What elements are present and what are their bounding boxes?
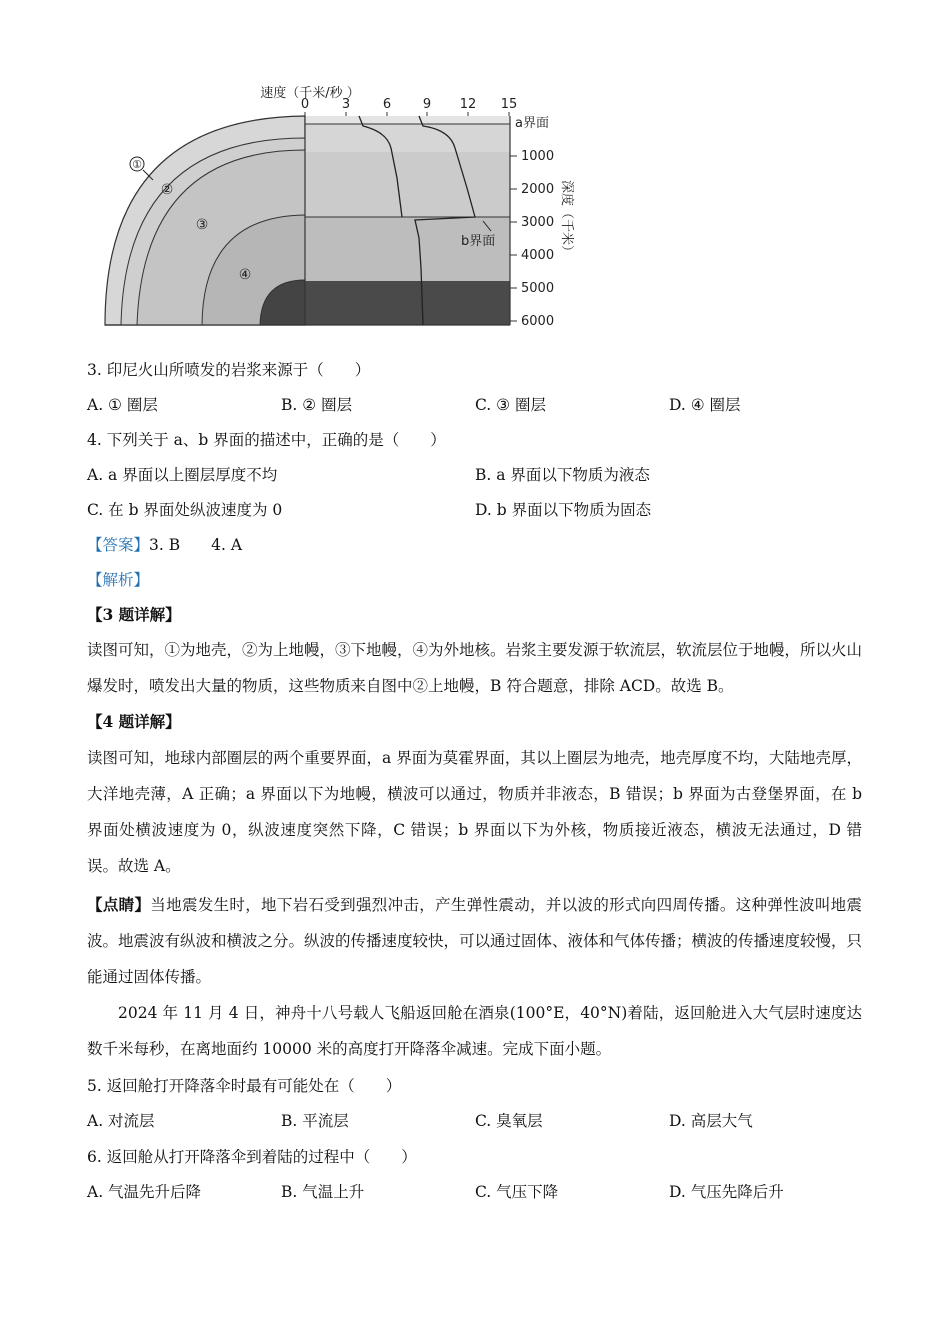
earth-interior-figure	[95, 85, 574, 342]
q6-option-a[interactable]: A. 气温先升后降	[87, 1183, 202, 1201]
depth-tick: 3000	[521, 215, 555, 230]
answer-text: 3. B 4. A	[149, 536, 243, 554]
layer-label: ①	[132, 158, 142, 171]
outer-core-band	[305, 217, 510, 281]
depth-axis-title: 深度（千米）	[559, 180, 574, 259]
upper-mantle-band	[305, 124, 510, 152]
depth-tick: 4000	[521, 248, 555, 263]
q3-stem: 3. 印尼火山所喷发的岩浆来源于（ ）	[87, 361, 371, 379]
analysis-tag: 【解析】	[87, 571, 150, 589]
tip-paragraph	[87, 887, 862, 995]
q3-option-c[interactable]: C. ③ 圈层	[475, 396, 546, 414]
speed-tick: 3	[341, 97, 351, 112]
q6-option-b[interactable]: B. 气温上升	[281, 1183, 365, 1201]
q3-option-a[interactable]: A. ① 圈层	[87, 396, 158, 414]
layer-label: ③	[195, 217, 209, 233]
layer-label: ④	[238, 267, 252, 283]
speed-tick: 0	[300, 97, 310, 112]
q4-option-c[interactable]: C. 在 b 界面处纵波速度为 0	[87, 501, 283, 519]
depth-tick: 6000	[521, 314, 555, 329]
q5-option-d[interactable]: D. 高层大气	[669, 1112, 753, 1130]
q4-option-b[interactable]: B. a 界面以下物质为液态	[475, 466, 650, 484]
detail4-text: 读图可知，地球内部圈层的两个重要界面，a 界面为莫霍界面，其以上圈层为地壳，地壳厚度不均，大陆地壳厚，大洋地壳薄，A 正确；a 界面以下为地幔，横波可以通过，物质并非液态，B 错误；b 界面为古登堡界面，在 b 界面处横波速度为 0，纵波速度突然下降，C 错误；b 界面以下为外核，物质接近液态，横波无法通过，D 错误。故选 A。	[87, 749, 862, 875]
q5-stem: 5. 返回舱打开降落伞时最有可能处在（ ）	[87, 1077, 402, 1095]
q6-option-d[interactable]: D. 气压先降后升	[669, 1183, 784, 1201]
analysis-line	[87, 570, 149, 590]
q6-option-c[interactable]: C. 气压下降	[475, 1183, 559, 1201]
crust-band	[305, 116, 510, 124]
depth-tick: 2000	[521, 182, 555, 197]
tip-tag: 【点睛】	[87, 895, 151, 914]
material-text: 2024 年 11 月 4 日，神舟十八号载人飞船返回舱在酒泉(100°E，40°N)着陆，返回舱进入大气层时速度达数千米每秒，在离地面约 10000 米的高度打开降落伞减速。完成下面小题。	[87, 1004, 862, 1058]
b-interface-label: b界面	[461, 234, 496, 249]
speed-axis-title: 速度（千米/秒 ）	[260, 85, 360, 101]
a-interface-label: a界面	[515, 116, 549, 131]
inner-core-band	[305, 281, 510, 325]
q4-option-d[interactable]: D. b 界面以下物质为固态	[475, 501, 652, 519]
speed-tick: 9	[422, 97, 432, 112]
q4-option-a[interactable]: A. a 界面以上圈层厚度不均	[87, 466, 278, 484]
detail3-text: 读图可知，①为地壳，②为上地幔，③下地幔，④为外地核。岩浆主要发源于软流层，软流层位于地幔，所以火山爆发时，喷发出大量的物质，这些物质来自图中②上地幔，B 符合题意，排除 ACD。故选 B。	[87, 641, 863, 695]
speed-tick: 12	[459, 97, 477, 112]
detail3-tag: 【3 题详解】	[87, 605, 181, 624]
depth-tick: 5000	[521, 281, 555, 296]
detail4-tag: 【4 题详解】	[87, 712, 181, 731]
q5-option-c[interactable]: C. 臭氧层	[475, 1112, 543, 1130]
earth-interior-diagram	[95, 85, 574, 338]
tip-text: 当地震发生时，地下岩石受到强烈冲击，产生弹性震动，并以波的形式向四周传播。这种弹性波叫地震波。地震波有纵波和横波之分。纵波的传播速度较快，可以通过固体、液体和气体传播；横波的传播速度较慢，只能通过固体传播。	[87, 896, 863, 986]
speed-tick: 15	[500, 97, 518, 112]
depth-tick: 1000	[521, 149, 555, 164]
lower-mantle-band	[305, 152, 510, 217]
q4-stem: 4. 下列关于 a、b 界面的描述中，正确的是（ ）	[87, 431, 446, 449]
q3-option-d[interactable]: D. ④ 圈层	[669, 396, 741, 414]
q5-option-b[interactable]: B. 平流层	[281, 1112, 349, 1130]
answer-tag: 【答案】	[87, 536, 150, 554]
answer-line	[87, 535, 242, 555]
q5-option-a[interactable]: A. 对流层	[87, 1112, 155, 1130]
layer-label: ②	[160, 182, 174, 198]
speed-tick: 6	[382, 97, 392, 112]
q3-option-b[interactable]: B. ② 圈层	[281, 396, 353, 414]
q6-stem: 6. 返回舱从打开降落伞到着陆的过程中（ ）	[87, 1148, 417, 1166]
